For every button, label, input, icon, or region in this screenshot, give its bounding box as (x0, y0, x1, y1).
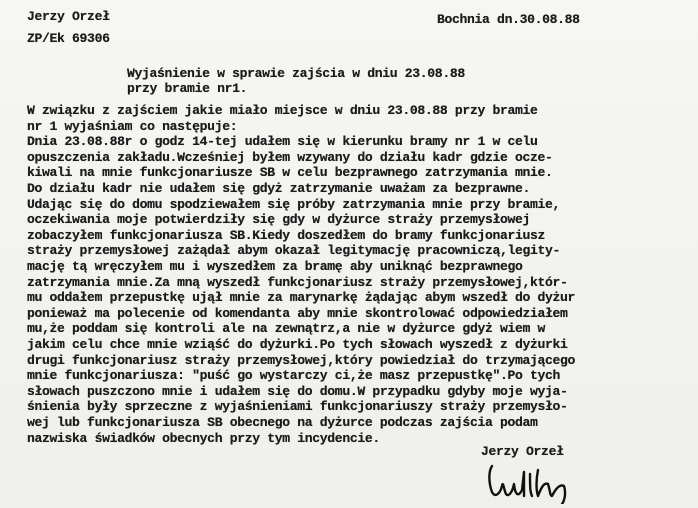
body-line: oczekiwania moje potwierdziły się gdy w dyżurce straży przemysłowej (27, 212, 531, 228)
body-line: zobaczyłem funkcjonariusza SB.Kiedy doszedłem do bramy funkcjonariusz (27, 227, 546, 243)
body-line: zatrzymania mnie.Za mną wyszedł funkcjonariusz straży przemysłowej,któr- (27, 274, 568, 290)
body-line: Do działu kadr nie udałem się gdyż zatrzymanie uważam za bezprawne. (27, 181, 531, 196)
body-line: nazwiska świadków obecnych przy tym incydencie. (27, 430, 380, 446)
body-line: nr 1 wyjaśniam co następuje: (27, 118, 238, 134)
closing-name: Jerzy Orzeł (481, 444, 564, 459)
place-date: Bochnia dn.30.08.88 (437, 12, 580, 27)
body-line: kiwali na mnie funkcjonariusze SB w celu bezprawnego zatrzymania mnie. (27, 165, 553, 181)
body-line: wej lub funkcjonariusza SB obecnego na dyżurce podczas zajścia podam (27, 415, 538, 430)
body-line: jakim celu chce mnie wziąść do dyżurki.Po tych słowach wyszedł z dyżurki (27, 337, 568, 352)
body-line: Udając się do domu spodziewałem się próby zatrzymania mnie przy bramie, (27, 196, 561, 212)
body-line: śnienia były sprzeczne z wyjaśnieniami funkcjonariuszy straży przemysło- (27, 399, 568, 415)
body-line: mu,że poddam się kontroli ale na zewnątrz,a nie w dyżurce gdyż wiem w (27, 321, 546, 337)
body-line: mnie funkcjonariusza: "puść go wystarczy ci,że masz przepustkę".Po tych (27, 368, 561, 384)
author-name: Jerzy Orzeł (27, 9, 110, 24)
body-line: słowach puszczono mnie i udałem się do domu.W przypadku gdyby moje wyja- (27, 383, 568, 399)
subject-line-1: Wyjaśnienie w sprawie zajścia w dniu 23.08.88 (127, 66, 465, 81)
body-line: ponieważ ma polecenie od komendanta aby mnie skontrolować odpowiedziałem (27, 305, 568, 321)
author-id: ZP/Ek 69306 (27, 31, 110, 46)
body-line: mację tą wręczyłem mu i wyszedłem za bramę aby uniknąć bezprawnego (27, 259, 523, 274)
body-line: straży przemysłowej zażądał abym okazał legitymację pracowniczą,legity- (27, 243, 561, 259)
body-line: W związku z zajściem jakie miało miejsce w dniu 23.08.88 przy bramie (27, 103, 538, 118)
body-line: opuszczenia zakładu.Wcześniej byłem wzywany do działu kadr gdzie ocze- (27, 149, 553, 165)
subject-line-2: przy bramie nr1. (127, 81, 248, 96)
handwritten-signature (486, 460, 596, 504)
body-line: drugi funkcjonariusz straży przemysłowej,który powiedział do trzymającego (27, 352, 576, 368)
body-line: Dnia 23.08.88r o godz 14-tej udałem się w kierunku bramy nr 1 w celu (27, 134, 538, 150)
body-line: mu oddałem przepustkę ujął mnie za marynarkę żądając abym wszedł do dyżur (27, 290, 576, 306)
